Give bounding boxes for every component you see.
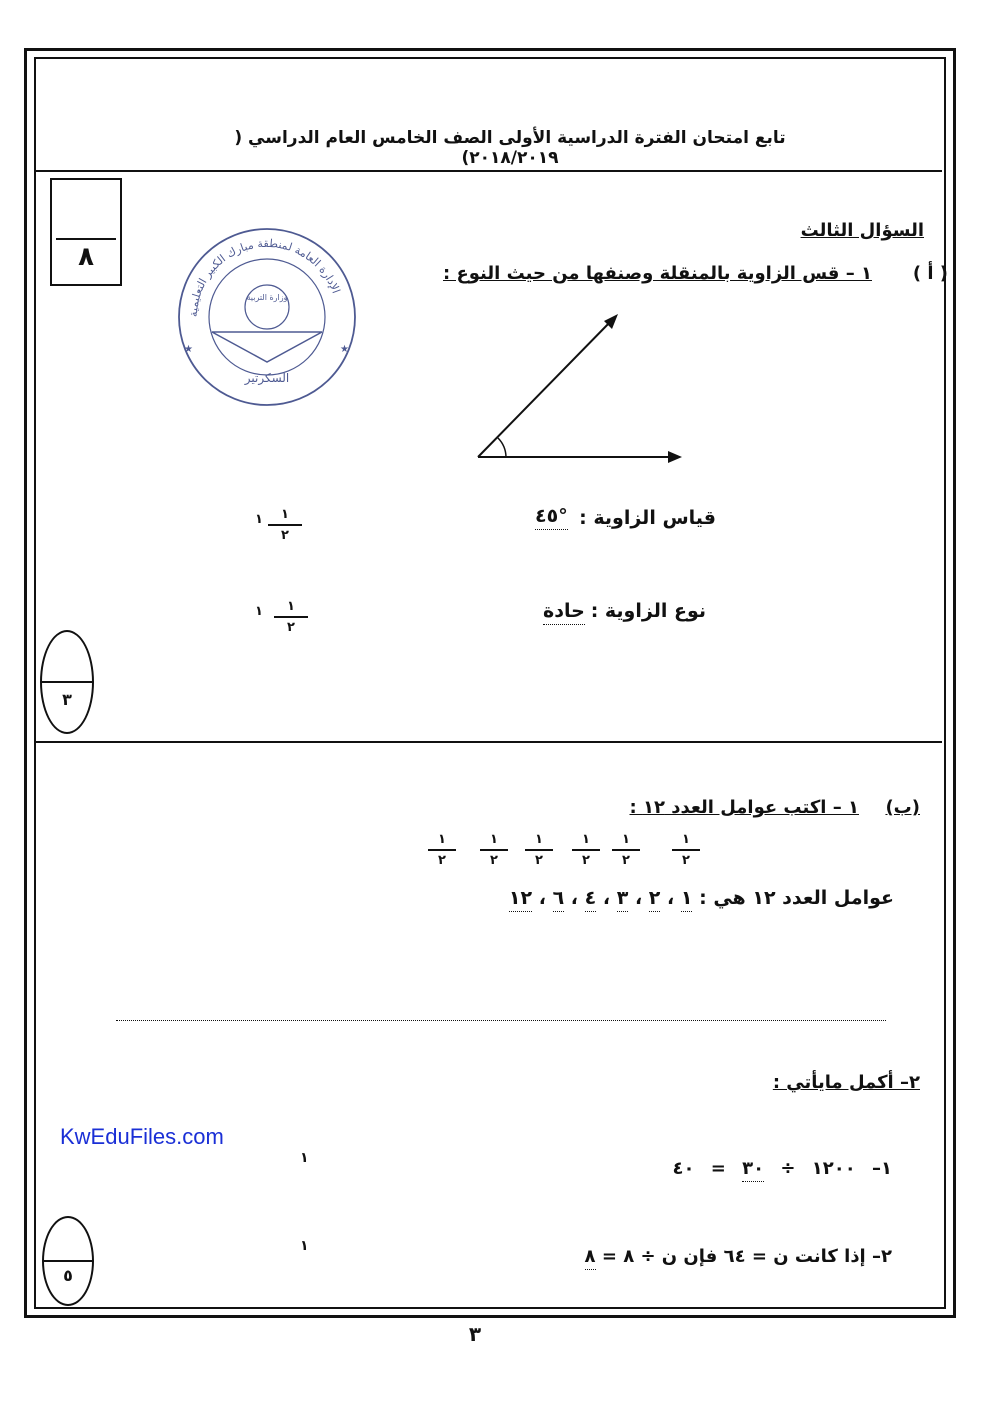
factor-value: ٣ (617, 887, 629, 912)
question-a-text: ١ – قس الزاوية بالمنقلة وصنفها من حيث النوع : (443, 263, 872, 284)
mark-item1: ١ (300, 1150, 309, 1166)
factors-line (509, 887, 894, 909)
angle-diagram (470, 305, 690, 470)
mark-fraction: ١ ٢ (274, 600, 308, 634)
half-mark: ١ ٢ (572, 833, 600, 867)
question-heading: السؤال الثالث (800, 220, 924, 241)
mark-whole: ١ (255, 604, 263, 619)
stamp-ring-text: الإدارة العامة لمنطقة مبارك الكبير التعليمية (186, 236, 343, 318)
half-mark: ١ ٢ (480, 833, 508, 867)
separator: ، (634, 887, 643, 909)
factor-value: ٤ (585, 887, 597, 912)
item1-line (672, 1158, 892, 1179)
score-total: ٨ (78, 242, 94, 272)
mark-fraction: ١ ٢ (268, 508, 302, 542)
factors-prefix: عوامل العدد ١٢ هي : (699, 887, 894, 909)
item1-result: ٤٠ (672, 1158, 695, 1179)
separator: ، (538, 887, 546, 909)
svg-text:★: ★ (340, 344, 349, 355)
question-a-label: ( أ ) (912, 263, 948, 284)
item1-label: ١– (872, 1158, 892, 1179)
item2-text: ٢– إذا كانت ن = ٦٤ فإن ن ÷ ٨ = (601, 1246, 892, 1267)
half-mark: ١ ٢ (428, 833, 456, 867)
page-number: ٣ (468, 1322, 482, 1346)
separator: ، (570, 887, 579, 909)
section-divider (34, 741, 942, 743)
score-box (50, 178, 122, 286)
question-b2-title: ٢– أكمل مايأتي : (772, 1072, 920, 1093)
separator: ، (667, 887, 675, 909)
item1-operator: ÷ (780, 1158, 796, 1179)
item1-answer: ٣٠ (742, 1158, 764, 1182)
item2-answer: ٨ (585, 1246, 596, 1270)
item2-line (585, 1246, 892, 1267)
answer-line (116, 1020, 886, 1021)
mark-whole: ١ (255, 512, 263, 527)
stamp-seal (172, 222, 362, 412)
score-oval-a (40, 630, 94, 734)
score-oval-b (42, 1216, 94, 1306)
inner-frame (34, 57, 946, 1309)
exam-title: تابع امتحان الفترة الدراسية الأولى الصف الخامس العام الدراسي ( ٢٠١٨/٢٠١٩) (234, 128, 786, 168)
angle-measure-label: قياس الزاوية : (579, 507, 716, 529)
score-oval-b-value: ٥ (63, 1266, 73, 1285)
svg-text:★: ★ (184, 344, 193, 355)
factor-value: ١ (681, 887, 693, 912)
item1-equals: = (710, 1158, 726, 1179)
factor-value: ١٢ (509, 887, 532, 912)
half-mark: ١ ٢ (612, 833, 640, 867)
question-b-text: ١ – اكتب عوامل العدد ١٢ : (629, 797, 859, 818)
mark-item2: ١ (300, 1238, 309, 1254)
stamp-center-text: وزارة التربية (246, 293, 288, 302)
factor-value: ٦ (553, 887, 565, 912)
angle-type-label: نوع الزاوية : (590, 600, 706, 622)
half-mark: ١ ٢ (525, 833, 553, 867)
separator: ، (602, 887, 611, 909)
item1-dividend: ١٢٠٠ (811, 1158, 856, 1179)
angle-measure-value: ٤٥° (535, 505, 568, 530)
stamp-bottom-text: السكرتير (244, 371, 290, 385)
question-b-label: (ب) (885, 797, 920, 818)
factor-value: ٢ (649, 887, 661, 912)
score-oval-a-value: ٣ (62, 690, 72, 709)
watermark: KwEduFiles.com (60, 1124, 224, 1149)
angle-type-value: حادة (543, 600, 585, 625)
header-divider (34, 170, 942, 172)
half-mark: ١ ٢ (672, 833, 700, 867)
